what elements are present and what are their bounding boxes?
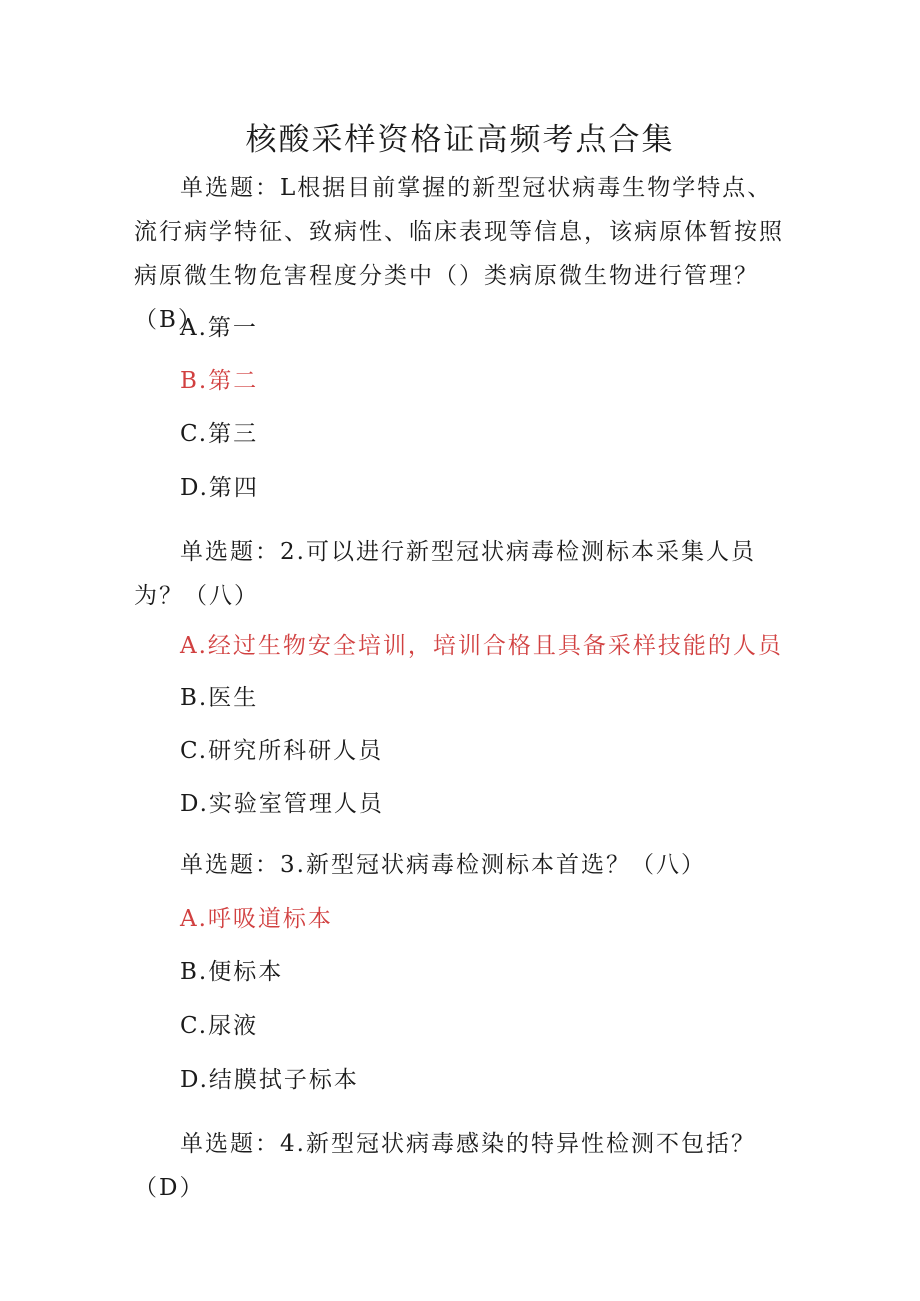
question-2-option-c: C.研究所科研人员 xyxy=(180,738,384,764)
question-1-option-c: C.第三 xyxy=(180,421,259,447)
document-title: 核酸采样资格证高频考点合集 xyxy=(245,122,675,158)
question-2-text: 单选题：2.可以进行新型冠状病毒检测标本采集人员为？（八） xyxy=(134,539,756,609)
question-3-option-a: A.呼吸道标本 xyxy=(180,906,333,932)
question-3-option-b: B.便标本 xyxy=(180,959,284,985)
question-2-option-b: B.医生 xyxy=(180,685,259,711)
question-3-text: 单选题：3.新型冠状病毒检测标本首选？（八） xyxy=(180,852,706,878)
question-1-text: 单选题：L根据目前掌握的新型冠状病毒生物学特点、流行病学特征、致病性、临床表现等信息，该病原体暂按照病原微生物危害程度分类中（）类病原微生物进行管理？（B） xyxy=(134,175,784,333)
question-1-option-a: A.第一 xyxy=(180,315,258,341)
question-1-option-b: B.第二 xyxy=(180,368,259,394)
question-2-option-d: D.实验室管理人员 xyxy=(180,791,384,817)
question-2-option-a: A.经过生物安全培训，培训合格且具备采样技能的人员 xyxy=(180,633,783,659)
question-1-option-d: D.第四 xyxy=(180,475,259,501)
question-3-option-d: D.结膜拭子标本 xyxy=(180,1067,359,1093)
question-3-option-c: C.尿液 xyxy=(180,1013,259,1039)
question-4-text: 单选题：4.新型冠状病毒感染的特异性检测不包括？（D） xyxy=(134,1131,756,1201)
